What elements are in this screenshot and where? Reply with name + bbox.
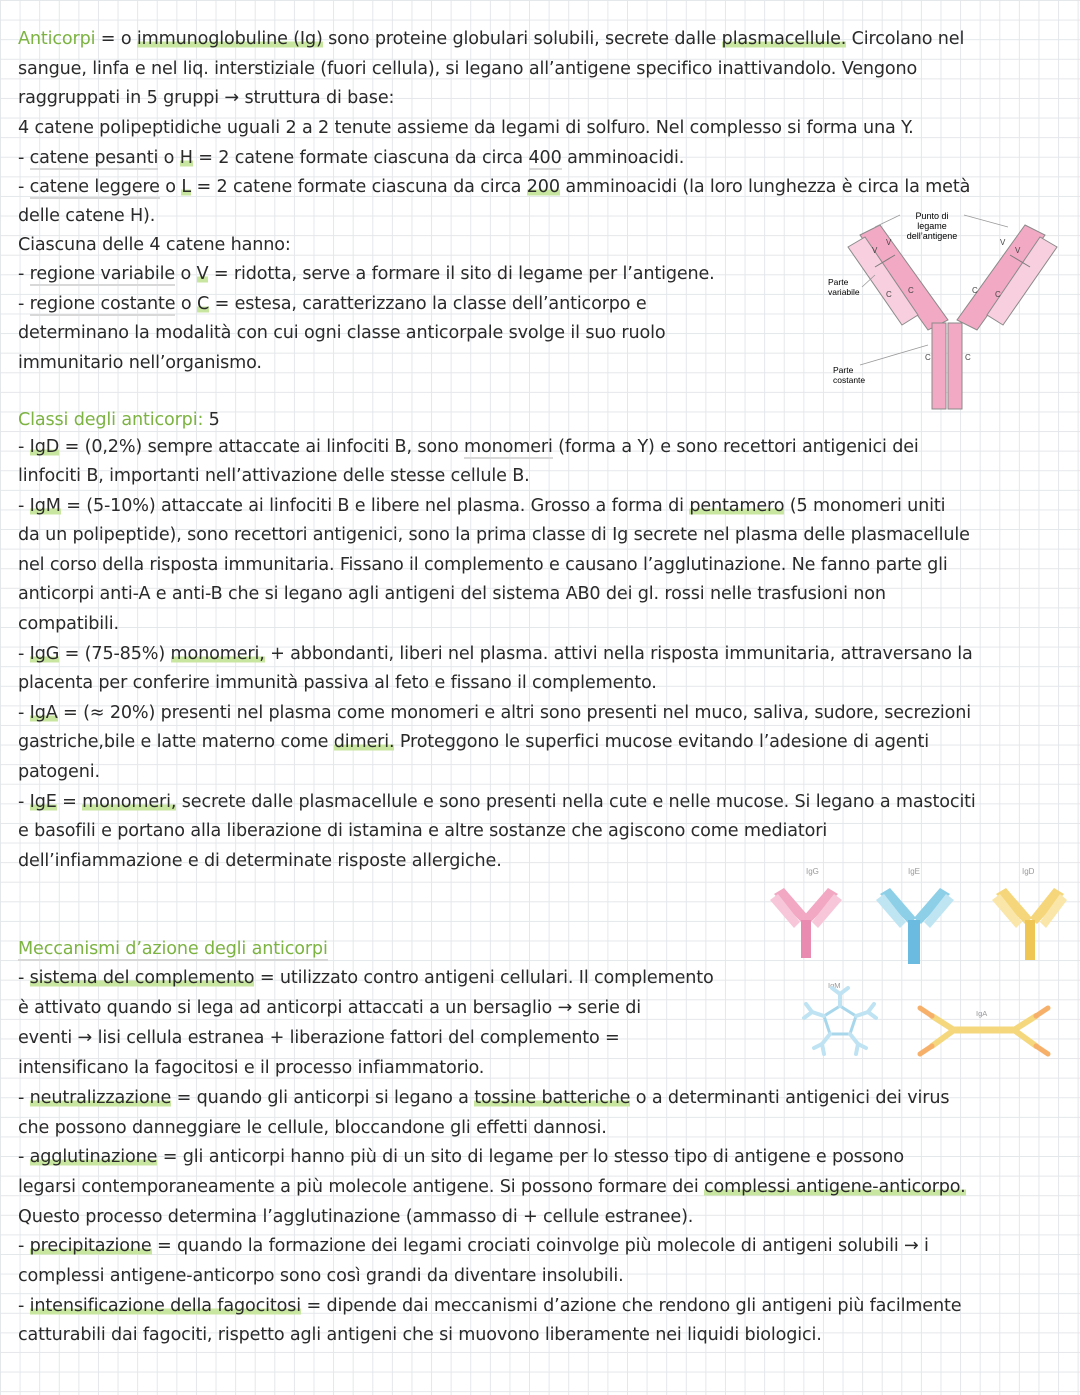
light-chains-line-2: delle catene H). — [18, 206, 156, 226]
mechanisms-title: Meccanismi d’azione degli anticorpi — [18, 939, 328, 959]
phagocytosis-line-2: catturabili dai fagociti, rispetto agli antigeni che si muovono liberamente nei liquidi biologici. — [18, 1325, 822, 1345]
igd-term: IgD — [29, 437, 60, 457]
light-chains-term: catene leggere — [29, 177, 160, 197]
iga-label: IgA — [976, 1009, 988, 1018]
agglutination-line-3: Questo processo determina l’agglutinazione (ammasso di + cellule estranee). — [18, 1207, 694, 1227]
igm-line-3: nel corso della risposta immunitaria. Fissano il complemento e causano l’agglutinazione. Ne fanno parte gli — [18, 555, 948, 575]
complement-line-3: eventi → lisi cellula estranea + liberazione fattori del complemento = — [18, 1028, 620, 1048]
igg-term: IgG — [29, 644, 60, 664]
variable-region-line: - regione variabile o V = ridotta, serve a formare il sito di legame per l’antigene. — [18, 264, 715, 284]
constant-part-label-2: costante — [833, 375, 866, 385]
precipitation-term: precipitazione — [29, 1236, 152, 1256]
igm-term: IgM — [29, 496, 61, 516]
iga-line-1: - IgA = (≈ 20%) presenti nel plasma come monomeri e altri sono presenti nel muco, saliva, sudore, secrezioni — [18, 703, 971, 723]
v-letter-3: V — [1000, 238, 1006, 247]
variable-part-label-2: variabile — [828, 287, 860, 297]
light-chains-line: - catene leggere o L = 2 catene formate ciascuna da circa 200 amminoacidi (la loro lunghezza è circa la metà — [18, 177, 971, 197]
binding-site-label-2: legame — [917, 221, 947, 231]
stem-left — [932, 323, 946, 409]
antibody-classes-diagram — [768, 858, 1068, 1073]
classes-title: Classi degli anticorpi: — [18, 410, 204, 430]
ige-label: IgE — [908, 867, 921, 876]
igd-line-1: - IgD = (0,2%) sempre attaccate ai linfociti B, sono monomeri (forma a Y) e sono recettori antigenici dei — [18, 437, 919, 457]
igd-label: IgD — [1022, 867, 1035, 876]
complement-line-4: intensificano la fagocitosi e il processo infiammatorio. — [18, 1058, 485, 1078]
phagocytosis-term: intensificazione della fagocitosi — [29, 1296, 301, 1316]
constant-region-line-2: determinano la modalità con cui ogni classe anticorpale svolge il suo ruolo — [18, 323, 666, 343]
v-letter-2: V — [886, 238, 892, 247]
heavy-chains-term: catene pesanti — [29, 148, 159, 168]
igg-line-2: placenta per conferire immunità passiva al feto e fissano il complemento. — [18, 673, 657, 693]
intro-line-3: raggruppati in 5 gruppi → struttura di base: — [18, 88, 395, 108]
variable-part-label-1: Parte — [828, 277, 849, 287]
v-letter-1: V — [872, 246, 878, 255]
each-chain-line: Ciascuna delle 4 catene hanno: — [18, 235, 291, 255]
v-letter-4: V — [1015, 246, 1021, 255]
neutralization-line-1: - neutralizzazione = quando gli anticorpi si legano a tossine batteriche o a determinanti antigenici dei virus — [18, 1088, 950, 1108]
complement-term: sistema del complemento — [29, 968, 255, 988]
neutralization-line-2: che possono danneggiare le cellule, bloccandone gli effetti dannosi. — [18, 1118, 607, 1138]
igm-line-5: compatibili. — [18, 614, 119, 634]
complement-line-2: è attivato quando si lega ad anticorpi attaccati a un bersaglio → serie di — [18, 998, 642, 1018]
ige-line-3: dell’infiammazione e di determinate risposte allergiche. — [18, 851, 502, 871]
precipitation-line-1: - precipitazione = quando la formazione dei legami crociati coinvolge più molecole di antigeni solubili → i — [18, 1236, 929, 1256]
c-letter-3: C — [972, 286, 978, 295]
c-letter-2: C — [908, 286, 914, 295]
c-letter-5: C — [925, 353, 931, 362]
antibody-structure-diagram — [820, 205, 1065, 415]
iga-term: IgA — [29, 703, 58, 723]
ige-line-1: - IgE = monomeri, secrete dalle plasmacellule e sono presenti nella cute e nelle mucose. Si legano a mastociti — [18, 792, 976, 812]
c-letter-1: C — [886, 290, 892, 299]
constant-region-line-3: immunitario nell’organismo. — [18, 353, 262, 373]
igm-line-4: anticorpi anti-A e anti-B che si legano agli antigeni del sistema AB0 dei gl. rossi nelle trasfusioni non — [18, 584, 886, 604]
binding-site-label-3: dell’antigene — [906, 231, 958, 241]
constant-region-term: regione costante — [29, 294, 176, 314]
intro-line-4: 4 catene polipeptidiche uguali 2 a 2 tenute assieme da legami di solfuro. Nel complesso si forma una Y. — [18, 118, 914, 138]
igd-monomer — [992, 888, 1067, 960]
anticorpi-term: Anticorpi — [18, 29, 96, 49]
intro-line-2: sangue, linfa e nel liq. interstiziale (fuori cellula), si legano all’antigene specifico inattivandolo. Vengono — [18, 59, 918, 79]
igg-line-1: - IgG = (75-85%) monomeri, + abbondanti, liberi nel plasma. attivi nella risposta immunitaria, attraversano la — [18, 644, 973, 664]
agglutination-line-1: - agglutinazione = gli anticorpi hanno più di un sito di legame per lo stesso tipo di antigene e possono — [18, 1147, 904, 1167]
iga-line-3: patogeni. — [18, 762, 100, 782]
constant-part-label-1: Parte — [833, 365, 854, 375]
c-letter-4: C — [995, 290, 1001, 299]
iga-line-2: gastriche,bile e latte materno come dimeri. Proteggono le superfici mucose evitando l’adesione di agenti — [18, 732, 929, 752]
agglutination-line-2: legarsi contemporaneamente a più molecole antigene. Si possono formare dei complessi antigene-anticorpo. — [18, 1177, 966, 1197]
stem-right — [948, 323, 962, 409]
igg-label: IgG — [806, 867, 819, 876]
agglutination-term: agglutinazione — [29, 1147, 158, 1167]
igm-line-2: da un polipeptide), sono recettori antigenici, sono la prima classe di Ig secrete nel plasma delle plasmacellule — [18, 525, 970, 545]
variable-region-term: regione variabile — [29, 264, 176, 284]
intro-line-1: Anticorpi = o immunoglobuline (Ig) sono proteine globulari solubili, secrete dalle plasmacellule. Circolano nel — [18, 29, 965, 49]
igm-line-1: - IgM = (5-10%) attaccate ai linfociti B e libere nel plasma. Grosso a forma di pentamero (5 monomeri uniti — [18, 496, 946, 516]
immunoglobuline-term: immunoglobuline (Ig) — [136, 29, 323, 49]
binding-site-label-1: Punto di — [915, 211, 949, 221]
constant-region-line: - regione costante o C = estesa, caratterizzano la classe dell’anticorpo e — [18, 294, 647, 314]
ige-term: IgE — [29, 792, 57, 812]
igg-monomer — [770, 888, 842, 958]
classes-title-line: Classi degli anticorpi: 5 — [18, 410, 220, 430]
igm-label: IgM — [828, 981, 841, 990]
complement-line-1: - sistema del complemento = utilizzato contro antigeni cellulari. Il complemento — [18, 968, 714, 988]
precipitation-line-2: complessi antigene-anticorpo sono così grandi da diventare insolubili. — [18, 1266, 624, 1286]
neutralization-term: neutralizzazione — [29, 1088, 172, 1108]
ige-line-2: e basofili e portano alla liberazione di istamina e altre sostanze che agiscono come mediatori — [18, 821, 828, 841]
igm-pentamer — [804, 988, 876, 1054]
plasmacellule-term: plasmacellule. — [721, 29, 847, 49]
heavy-chains-line: - catene pesanti o H = 2 catene formate ciascuna da circa 400 amminoacidi. — [18, 148, 685, 168]
c-letter-6: C — [965, 353, 971, 362]
ige-monomer — [876, 888, 954, 964]
phagocytosis-line-1: - intensificazione della fagocitosi = dipende dai meccanismi d’azione che rendono gli antigeni più facilmente — [18, 1296, 962, 1316]
igd-line-2: linfociti B, importanti nell’attivazione delle stesse cellule B. — [18, 466, 530, 486]
